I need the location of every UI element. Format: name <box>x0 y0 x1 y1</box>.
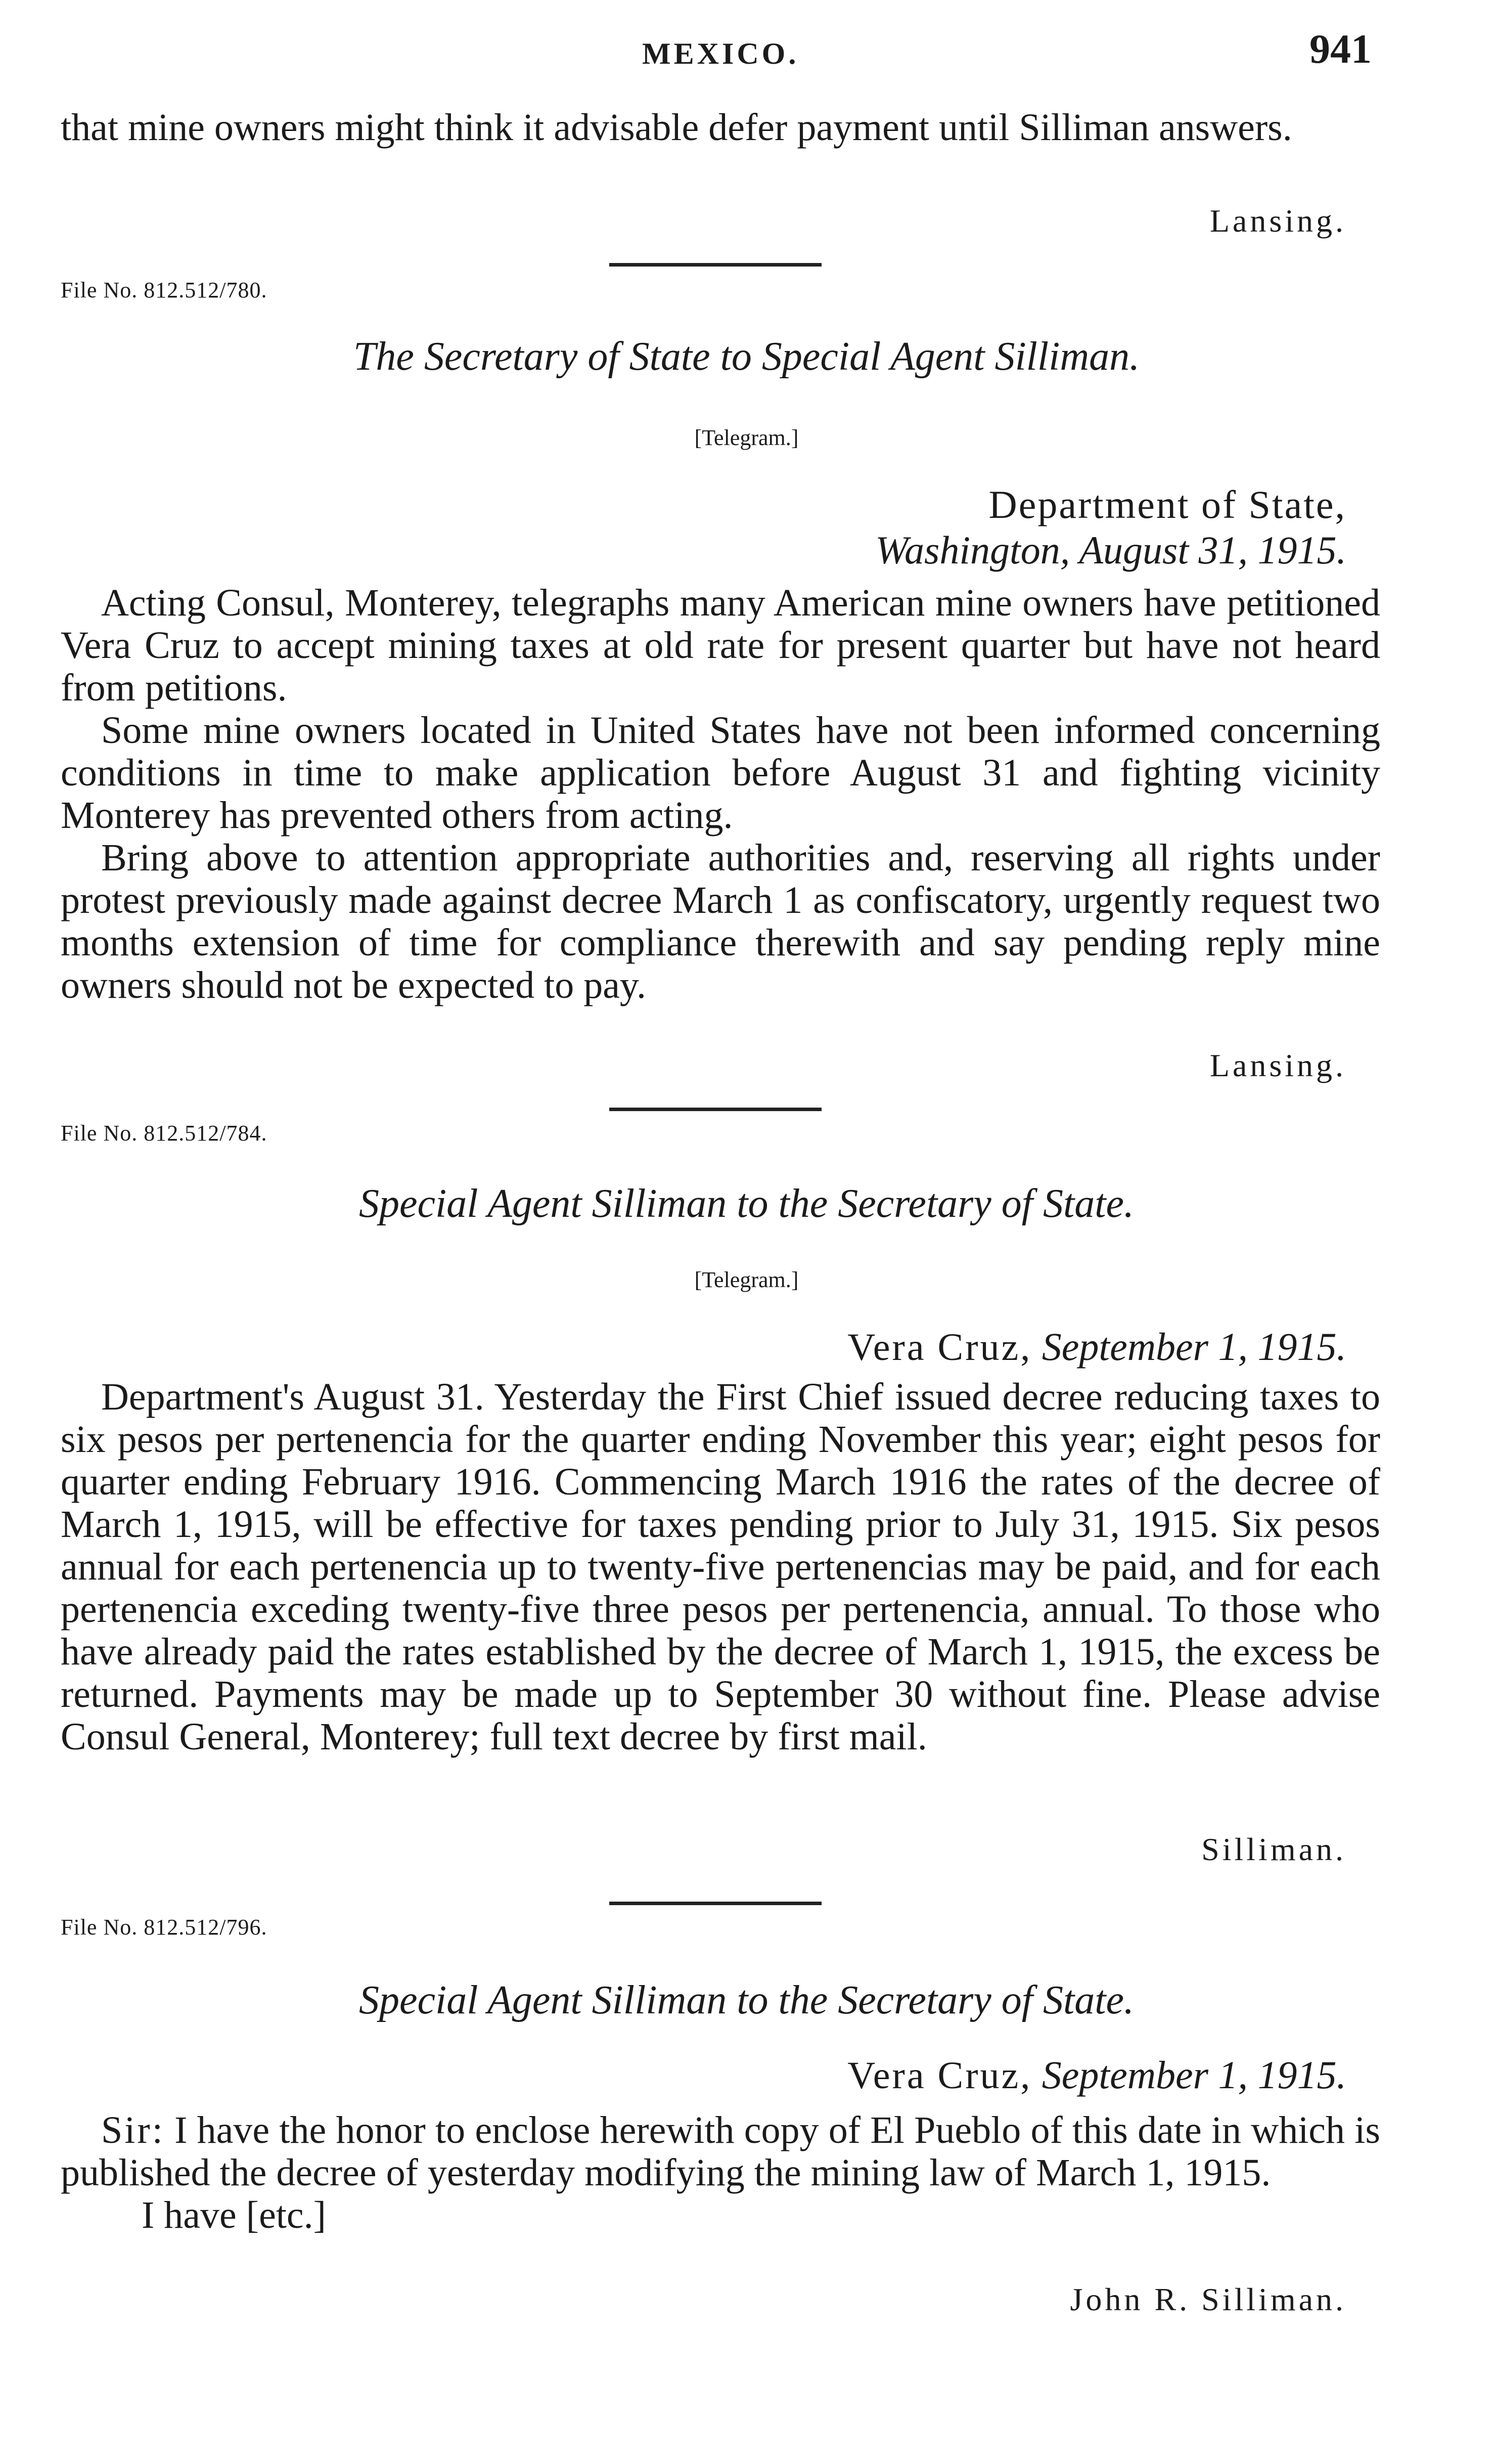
body-paragraph: Some mine owners located in United States have not been informed concerning conditions in time to make application before August 31 and fighting vicinity Monterey has prevented others from acting. <box>61 709 1380 837</box>
continuation-text: that mine owners might think it advisable defer payment until Silliman answers. <box>61 106 1292 149</box>
signature-lansing-2: Lansing. <box>1209 1047 1346 1083</box>
dateline-place: Vera Cruz, <box>847 1326 1032 1369</box>
body-paragraph: Department's August 31. Yesterday the First Chief issued decree reducing taxes to six pesos per pertenencia for the quarter ending November this year; eight pesos for quarter ending February 1916. Commencing March 1916 the rates of the decree of March 1, 1915, will be effective for taxes pending prior to July 31, 1915. Six pesos annual for each pertenencia up to twenty-five pertenencias may be paid, and for each pertenencia exceding twenty-five three pesos per pertenencia, annual. To those who have already paid the rates established by the decree of March 1, 1915, the excess be returned. Payments may be made up to September 30 without fine. Please advise Consul General, Monterey; full text decree by first mail. <box>61 1376 1380 1758</box>
document-heading: The Secretary of State to Special Agent Silliman. <box>353 334 1140 379</box>
divider-rule <box>609 263 822 267</box>
signature-lansing-1: Lansing. <box>1209 203 1346 239</box>
closing: I have [etc.] <box>142 2194 326 2236</box>
divider-rule <box>609 1108 822 1111</box>
document-body <box>61 2109 1380 2236</box>
signature-silliman: Silliman. <box>1201 1831 1346 1867</box>
divider-rule <box>609 1902 822 1905</box>
dateline <box>847 2053 1346 2097</box>
file-number: File No. 812.512/796. <box>61 1915 267 1940</box>
document-heading: Special Agent Silliman to the Secretary of State. <box>358 1978 1134 2022</box>
page-number: 941 <box>1309 26 1372 72</box>
dateline <box>847 1325 1346 1369</box>
letter-text: I have the honor to enclose herewith copy of El Pueblo of this date in which is published the decree of yesterday modifying the mining law of March 1, 1915. <box>61 2109 1380 2194</box>
document-body <box>61 582 1380 1006</box>
telegram-label: [Telegram.] <box>694 1267 799 1292</box>
document-heading: Special Agent Silliman to the Secretary of State. <box>358 1181 1134 1226</box>
file-number: File No. 812.512/784. <box>61 1121 267 1146</box>
dateline-date: September 1, 1915. <box>1042 2053 1346 2097</box>
body-paragraph: Acting Consul, Monterey, telegraphs many American mine owners have petitioned Vera Cruz to accept mining taxes at old rate for present quarter but have not heard from petitions. <box>61 582 1380 709</box>
document-body <box>61 1376 1380 1758</box>
dateline-place: Vera Cruz, <box>847 2054 1032 2097</box>
body-paragraph <box>61 2109 1380 2194</box>
body-paragraph: Bring above to attention appropriate authorities and, reserving all rights under protest previously made against decree March 1 as confiscatory, urgently request two months extension of time for compliance therewith and say pending reply mine owners should not be expected to pay. <box>61 837 1380 1006</box>
dateline-place-date: Washington, August 31, 1915. <box>875 528 1346 572</box>
salutation: Sir: <box>101 2109 165 2151</box>
dateline-date: September 1, 1915. <box>1042 1325 1346 1369</box>
file-number: File No. 812.512/780. <box>61 278 267 302</box>
signature-john-silliman: John R. Silliman. <box>1070 2281 1346 2317</box>
dateline-org: Department of State, <box>988 482 1346 526</box>
telegram-label: [Telegram.] <box>694 425 799 450</box>
running-header-title: MEXICO. <box>642 37 799 70</box>
